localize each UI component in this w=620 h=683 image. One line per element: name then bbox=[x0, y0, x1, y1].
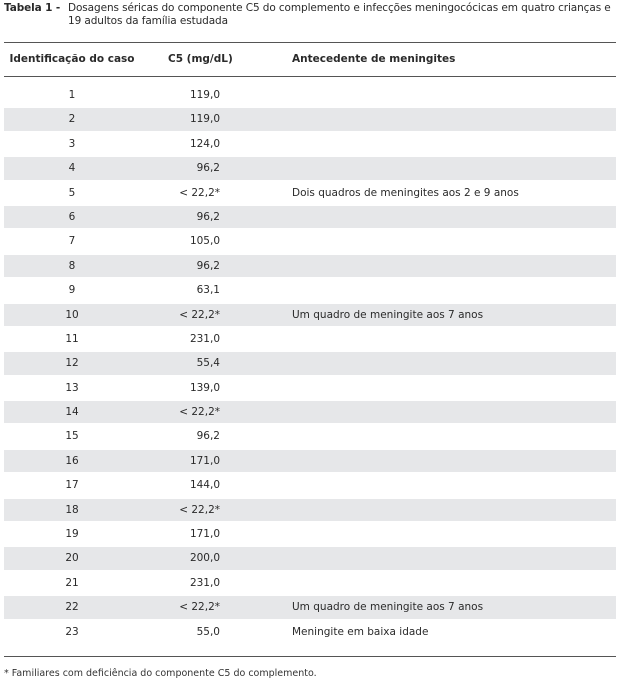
table-row bbox=[4, 377, 616, 399]
c5-value-cell: 231,0 bbox=[189, 576, 220, 589]
case-id-cell: 11 bbox=[65, 332, 79, 345]
table-row bbox=[4, 547, 616, 569]
caption-text: Dosagens séricas do componente C5 do complemento e infecções meningocócicas em quatro crianças e 19 adultos da família estudada bbox=[68, 2, 611, 27]
table-row bbox=[4, 401, 616, 423]
c5-value-cell: 96,2 bbox=[196, 430, 220, 443]
case-id-cell: 13 bbox=[65, 381, 79, 394]
case-id-cell: 5 bbox=[68, 186, 76, 199]
c5-value-cell: 96,2 bbox=[196, 210, 220, 223]
case-id-cell: 2 bbox=[68, 113, 76, 126]
c5-value-cell: < 22,2* bbox=[179, 503, 220, 516]
top-rule bbox=[4, 42, 616, 43]
header-c5: C5 (mg/dL) bbox=[168, 53, 233, 65]
case-id-cell: 6 bbox=[68, 210, 76, 223]
c5-value-cell: 119,0 bbox=[189, 89, 220, 101]
history-cell: Um quadro de meningite aos 7 anos bbox=[292, 308, 484, 321]
c5-value-cell: 55,4 bbox=[196, 357, 220, 370]
table-row bbox=[4, 328, 616, 350]
table-row bbox=[4, 84, 616, 106]
case-id-cell: 21 bbox=[65, 576, 79, 589]
bottom-rule bbox=[4, 656, 616, 657]
c5-value-cell: < 22,2* bbox=[179, 601, 220, 614]
table-row bbox=[4, 157, 616, 179]
c5-value-cell: 96,2 bbox=[196, 162, 220, 175]
case-id-cell: 4 bbox=[68, 162, 76, 175]
table-row bbox=[4, 182, 616, 204]
table-row bbox=[4, 474, 616, 496]
table-row bbox=[4, 279, 616, 301]
case-id-cell: 1 bbox=[68, 89, 76, 101]
c5-value-cell: 124,0 bbox=[189, 137, 220, 150]
c5-value-cell: < 22,2* bbox=[179, 406, 220, 419]
c5-value-cell: < 22,2* bbox=[179, 308, 220, 321]
table-row bbox=[4, 304, 616, 326]
c5-value-cell: 171,0 bbox=[189, 528, 220, 541]
table-row bbox=[4, 133, 616, 155]
table-row bbox=[4, 255, 616, 277]
case-id-cell: 3 bbox=[68, 137, 76, 150]
table-row bbox=[4, 230, 616, 252]
history-cell: Dois quadros de meningites aos 2 e 9 anos bbox=[292, 186, 519, 199]
table-row bbox=[4, 523, 616, 545]
c5-value-cell: < 22,2* bbox=[179, 186, 220, 199]
c5-value-cell: 105,0 bbox=[189, 235, 220, 248]
table-row bbox=[4, 596, 616, 618]
table-header bbox=[4, 46, 616, 74]
table-row bbox=[4, 108, 616, 130]
table-row bbox=[4, 621, 616, 643]
case-id-cell: 17 bbox=[65, 479, 79, 492]
case-id-cell: 7 bbox=[68, 235, 76, 248]
header-case-id: Identificação do caso bbox=[9, 53, 135, 65]
case-id-cell: 10 bbox=[65, 308, 79, 321]
table-body bbox=[4, 84, 616, 645]
case-id-cell: 19 bbox=[65, 528, 79, 541]
history-cell: Um quadro de meningite aos 7 anos bbox=[292, 601, 484, 614]
case-id-cell: 14 bbox=[65, 406, 79, 419]
footnote: * Familiares com deficiência do componente C5 do complemento. bbox=[4, 668, 317, 679]
table-caption bbox=[4, 2, 616, 28]
c5-value-cell: 55,0 bbox=[196, 625, 220, 638]
header-history: Antecedente de meningites bbox=[292, 53, 456, 65]
c5-value-cell: 139,0 bbox=[189, 381, 220, 394]
case-id-cell: 23 bbox=[65, 625, 79, 638]
case-id-cell: 9 bbox=[68, 284, 76, 297]
table-row bbox=[4, 425, 616, 447]
c5-value-cell: 200,0 bbox=[189, 552, 220, 565]
caption-label: Tabela 1 - bbox=[4, 2, 61, 14]
case-id-cell: 15 bbox=[65, 430, 79, 443]
table-row bbox=[4, 450, 616, 472]
c5-value-cell: 231,0 bbox=[189, 332, 220, 345]
table-row bbox=[4, 352, 616, 374]
c5-value-cell: 171,0 bbox=[189, 454, 220, 467]
table-row bbox=[4, 572, 616, 594]
table-row bbox=[4, 499, 616, 521]
case-id-cell: 16 bbox=[65, 454, 79, 467]
c5-value-cell: 119,0 bbox=[189, 113, 220, 126]
case-id-cell: 22 bbox=[65, 601, 79, 614]
table-row bbox=[4, 206, 616, 228]
case-id-cell: 20 bbox=[65, 552, 79, 565]
case-id-cell: 8 bbox=[68, 259, 76, 272]
case-id-cell: 18 bbox=[65, 503, 79, 516]
c5-value-cell: 63,1 bbox=[196, 284, 220, 297]
header-rule bbox=[4, 76, 616, 77]
history-cell: Meningite em baixa idade bbox=[292, 625, 429, 638]
c5-value-cell: 144,0 bbox=[189, 479, 220, 492]
c5-value-cell: 96,2 bbox=[196, 259, 220, 272]
case-id-cell: 12 bbox=[65, 357, 79, 370]
